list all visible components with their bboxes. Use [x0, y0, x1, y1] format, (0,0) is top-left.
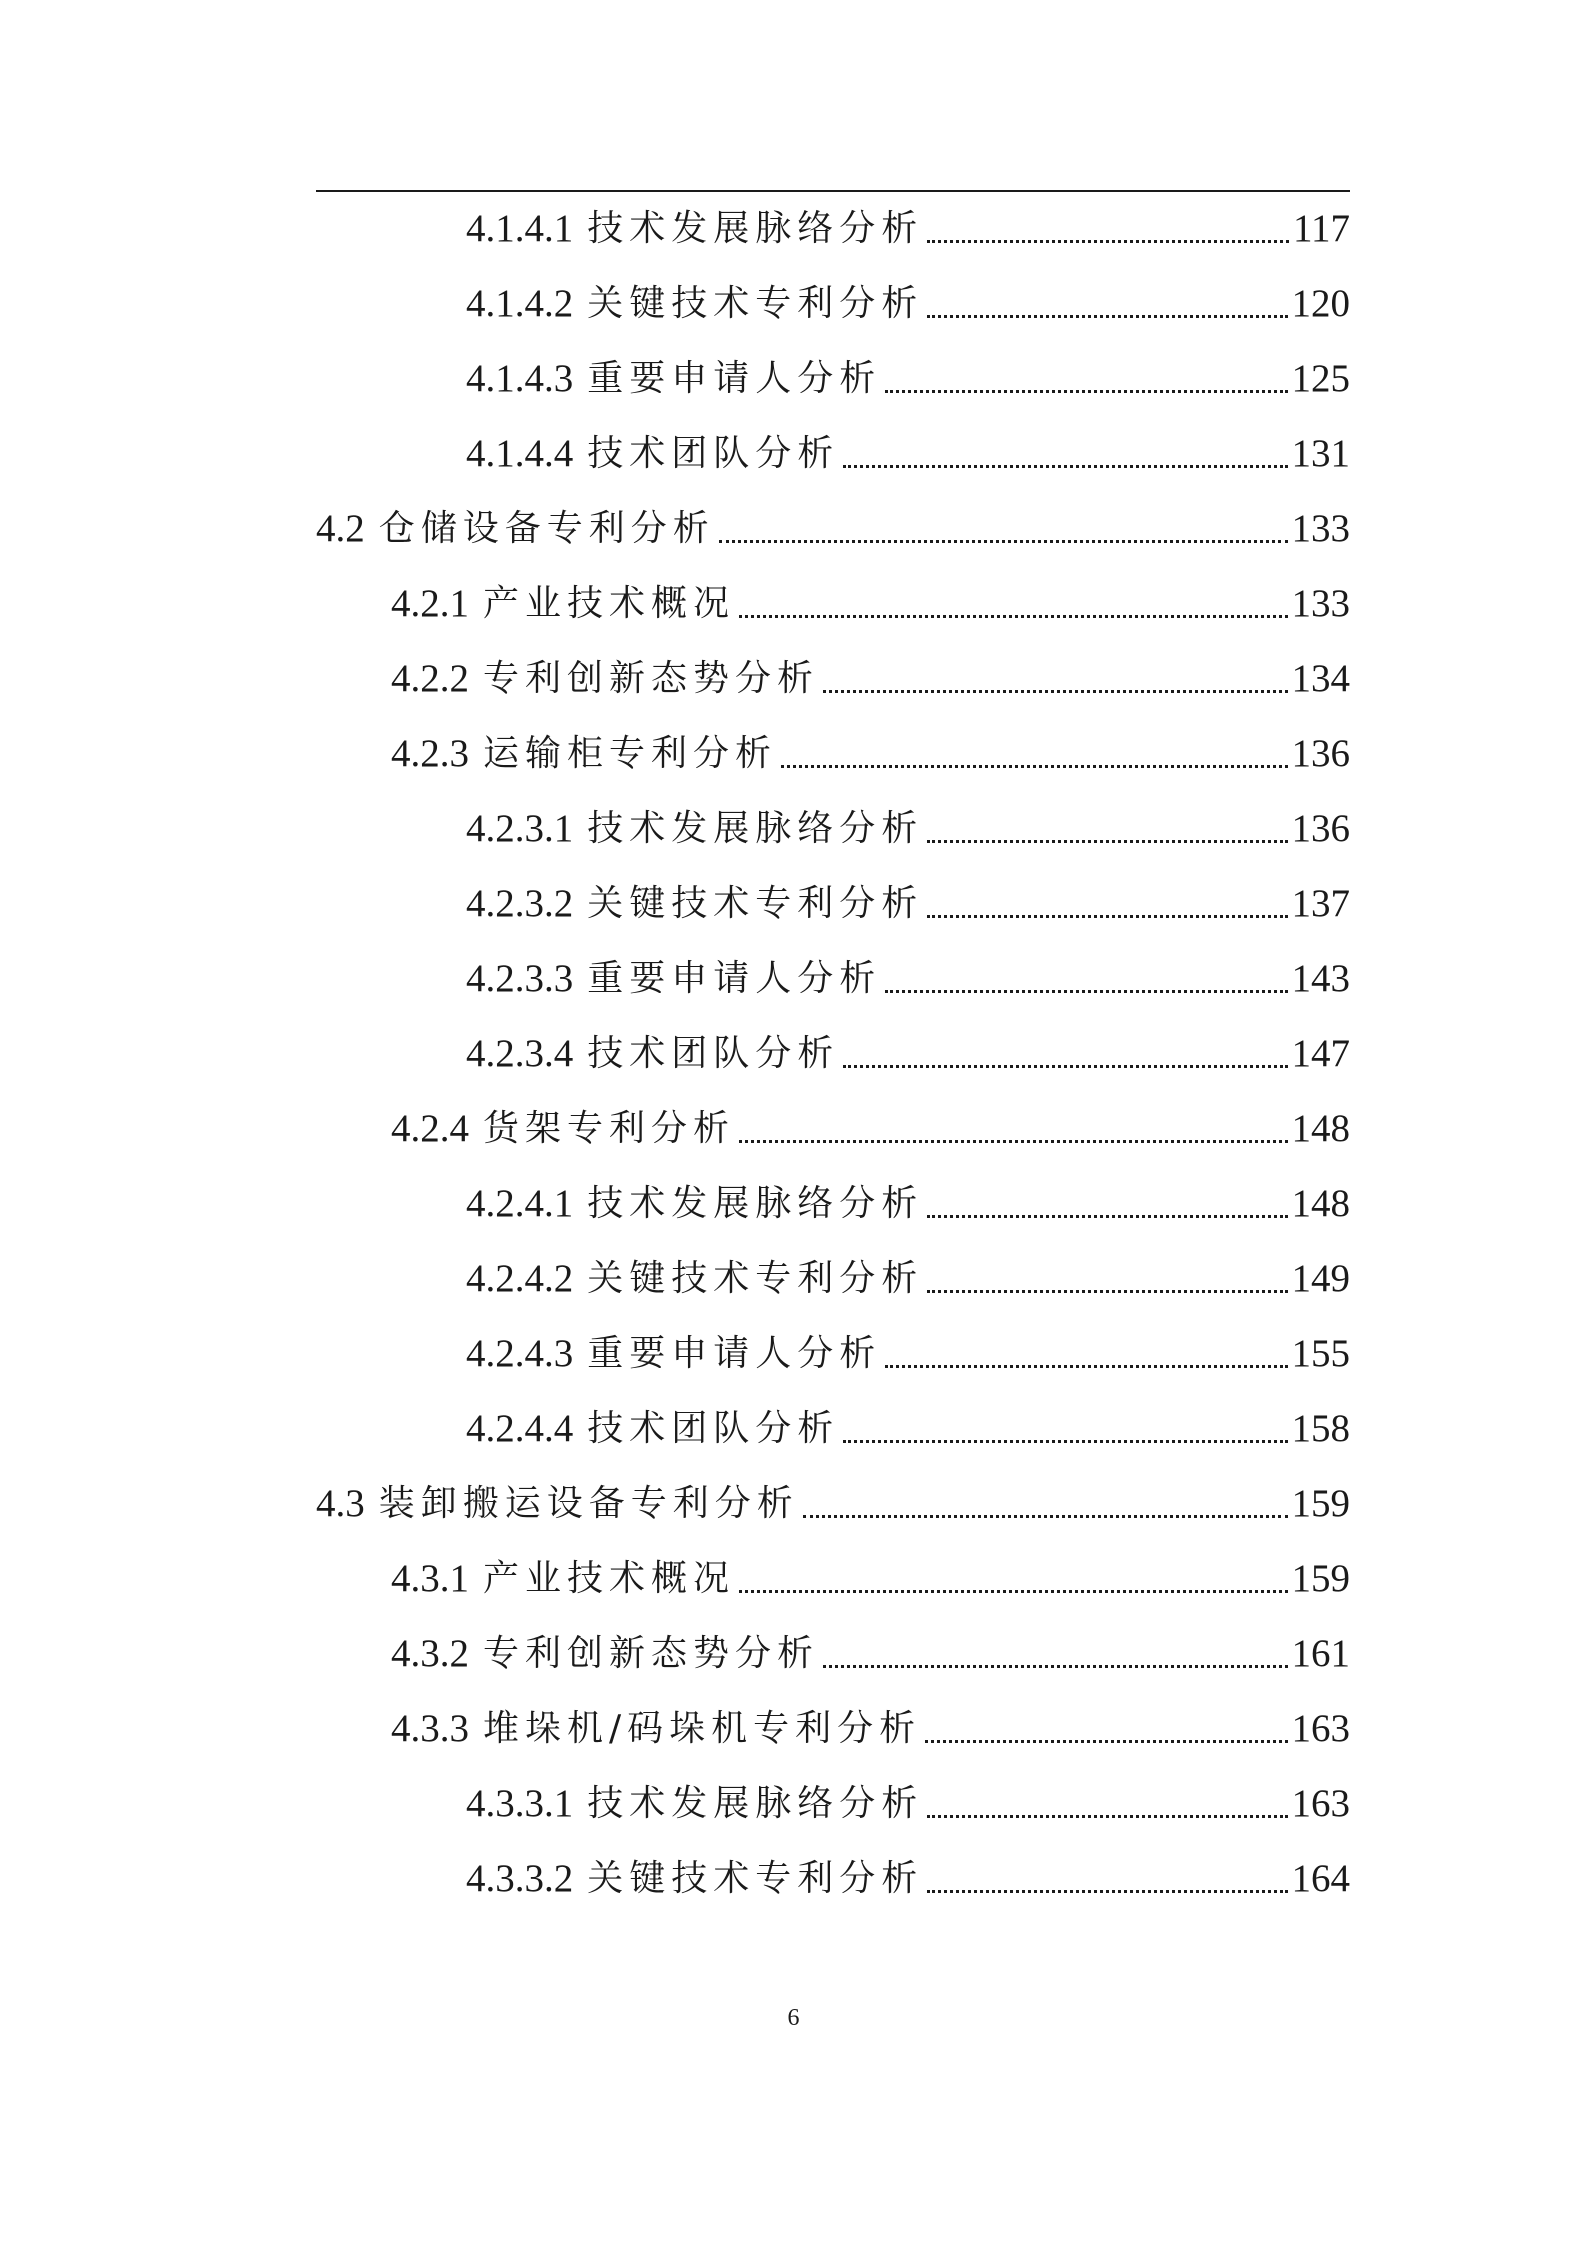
toc-entry-number: 4.3.2 — [391, 1632, 469, 1675]
toc-entry-number: 4.2.3.3 — [466, 957, 574, 1000]
toc-entry[interactable] — [466, 1028, 1350, 1080]
toc-entry-number: 4.3.1 — [391, 1557, 469, 1600]
toc-entry[interactable] — [466, 353, 1350, 405]
toc-entry-title: 技术发展脉络分析 — [587, 1783, 924, 1824]
toc-entry-title: 关键技术专利分析 — [587, 1858, 924, 1899]
toc-entry-title: 技术团队分析 — [587, 433, 840, 474]
toc-entry-number: 4.2.4.1 — [466, 1182, 574, 1225]
toc-entry-page: 133 — [1291, 582, 1350, 625]
toc-entry[interactable] — [466, 803, 1350, 855]
toc-entry-number: 4.3 — [316, 1482, 365, 1525]
toc-entry-number: 4.2.4.4 — [466, 1407, 574, 1450]
toc-leader-dots — [719, 540, 1288, 543]
toc-leader-dots — [925, 1740, 1287, 1743]
toc-leader-dots — [843, 1440, 1287, 1443]
toc-entry-number: 4.2 — [316, 507, 365, 550]
toc-entry-page: 134 — [1291, 657, 1350, 700]
toc-entry-number: 4.2.3 — [391, 732, 469, 775]
toc-entry-number: 4.1.4.4 — [466, 432, 574, 475]
toc-leader-dots — [927, 1290, 1287, 1293]
toc-entry-page: 161 — [1291, 1632, 1350, 1675]
toc-entry[interactable] — [391, 1628, 1350, 1680]
toc-entry-title: 技术团队分析 — [587, 1033, 840, 1074]
toc-entry-number: 4.1.4.3 — [466, 357, 574, 400]
header-rule — [316, 190, 1350, 192]
toc-leader-dots — [927, 1890, 1287, 1893]
toc-leader-dots — [739, 615, 1287, 618]
toc-entry-number: 4.3.3 — [391, 1707, 469, 1750]
toc-entry-number: 4.2.2 — [391, 657, 469, 700]
toc-leader-dots — [843, 465, 1287, 468]
toc-entry[interactable] — [466, 203, 1350, 255]
toc-entry-page: 133 — [1291, 507, 1350, 550]
toc-entry[interactable] — [466, 1253, 1350, 1305]
toc-entry[interactable] — [391, 1553, 1350, 1605]
toc-leader-dots — [885, 390, 1287, 393]
toc-leader-dots — [823, 1665, 1287, 1668]
toc-entry[interactable] — [466, 1178, 1350, 1230]
toc-entry-title: 运输柜专利分析 — [483, 733, 778, 774]
toc-leader-dots — [885, 1365, 1287, 1368]
toc-entry-number: 4.1.4.1 — [466, 207, 574, 250]
toc-entry-title: 关键技术专利分析 — [587, 883, 924, 924]
toc-entry-page: 159 — [1291, 1557, 1350, 1600]
toc-entry-title: 关键技术专利分析 — [587, 283, 924, 324]
toc-leader-dots — [927, 915, 1287, 918]
toc-entry[interactable] — [316, 1478, 1350, 1530]
toc-entry-number: 4.3.3.2 — [466, 1857, 574, 1900]
toc-entry-page: 159 — [1291, 1482, 1350, 1525]
toc-leader-dots — [927, 1215, 1287, 1218]
toc-leader-dots — [739, 1590, 1287, 1593]
toc-entry[interactable] — [466, 953, 1350, 1005]
page-number: 6 — [787, 2005, 800, 2031]
toc-leader-dots — [927, 1815, 1287, 1818]
toc-entry[interactable] — [466, 1853, 1350, 1905]
toc-entry-page: 137 — [1291, 882, 1350, 925]
toc-entry-title: 专利创新态势分析 — [483, 658, 820, 699]
toc-entry-page: 148 — [1291, 1182, 1350, 1225]
toc-entry-title: 技术发展脉络分析 — [587, 208, 924, 249]
toc-entry-page: 163 — [1291, 1782, 1350, 1825]
toc-entry-title: 技术发展脉络分析 — [587, 1183, 924, 1224]
toc-entry-title: 仓储设备专利分析 — [378, 508, 715, 549]
toc-entry-page: 117 — [1292, 207, 1350, 250]
toc-entry-title: 装卸搬运设备专利分析 — [378, 1483, 799, 1524]
toc-entry-number: 4.2.3.1 — [466, 807, 574, 850]
toc-leader-dots — [823, 690, 1287, 693]
toc-entry-number: 4.3.3.1 — [466, 1782, 574, 1825]
toc-entry-title: 重要申请人分析 — [587, 358, 882, 399]
toc-entry-number: 4.2.4.2 — [466, 1257, 574, 1300]
toc-entry-page: 148 — [1291, 1107, 1350, 1150]
toc-entry[interactable] — [391, 728, 1350, 780]
toc-entry-number: 4.2.3.4 — [466, 1032, 574, 1075]
toc-entry-page: 149 — [1291, 1257, 1350, 1300]
toc-entry-title: 技术发展脉络分析 — [587, 808, 924, 849]
toc-entry-page: 131 — [1291, 432, 1350, 475]
toc-entry[interactable] — [466, 878, 1350, 930]
toc-entry-page: 136 — [1291, 732, 1350, 775]
toc-entry[interactable] — [391, 578, 1350, 630]
toc-leader-dots — [739, 1140, 1287, 1143]
toc-entry[interactable] — [466, 1403, 1350, 1455]
toc-leader-dots — [781, 765, 1287, 768]
toc-leader-dots — [803, 1515, 1288, 1518]
toc-entry-number: 4.2.4 — [391, 1107, 469, 1150]
toc-entry-title: 产业技术概况 — [483, 583, 736, 624]
toc-entry-title: 堆垛机/码垛机专利分析 — [483, 1708, 922, 1749]
toc-entry[interactable] — [391, 1103, 1350, 1155]
toc-entry[interactable] — [391, 653, 1350, 705]
toc-leader-dots — [927, 840, 1287, 843]
toc-entry-title: 产业技术概况 — [483, 1558, 736, 1599]
toc-leader-dots — [885, 990, 1287, 993]
toc-entry-page: 147 — [1291, 1032, 1350, 1075]
toc-entry-page: 155 — [1291, 1332, 1350, 1375]
toc-leader-dots — [843, 1065, 1287, 1068]
toc-leader-dots — [927, 315, 1287, 318]
toc-entry[interactable] — [391, 1703, 1350, 1755]
toc-entry[interactable] — [466, 1328, 1350, 1380]
toc-entry[interactable] — [316, 503, 1350, 555]
toc-entry[interactable] — [466, 428, 1350, 480]
toc-entry-page: 120 — [1291, 282, 1350, 325]
toc-entry[interactable] — [466, 278, 1350, 330]
toc-entry-title: 关键技术专利分析 — [587, 1258, 924, 1299]
toc-entry-number: 4.1.4.2 — [466, 282, 574, 325]
toc-entry-page: 125 — [1291, 357, 1350, 400]
toc-entry-page: 143 — [1291, 957, 1350, 1000]
toc-entry-title: 技术团队分析 — [587, 1408, 840, 1449]
toc-entry-title: 专利创新态势分析 — [483, 1633, 820, 1674]
toc-entry-title: 重要申请人分析 — [587, 958, 882, 999]
toc-entry-page: 158 — [1291, 1407, 1350, 1450]
toc-leader-dots — [927, 240, 1289, 243]
toc-entry-page: 163 — [1291, 1707, 1350, 1750]
toc-entry[interactable] — [466, 1778, 1350, 1830]
toc-entry-page: 136 — [1291, 807, 1350, 850]
toc-entry-number: 4.2.3.2 — [466, 882, 574, 925]
toc-entry-title: 重要申请人分析 — [587, 1333, 882, 1374]
toc-entry-number: 4.2.4.3 — [466, 1332, 574, 1375]
toc-entry-number: 4.2.1 — [391, 582, 469, 625]
toc-entry-title: 货架专利分析 — [483, 1108, 736, 1149]
toc-entry-page: 164 — [1291, 1857, 1350, 1900]
